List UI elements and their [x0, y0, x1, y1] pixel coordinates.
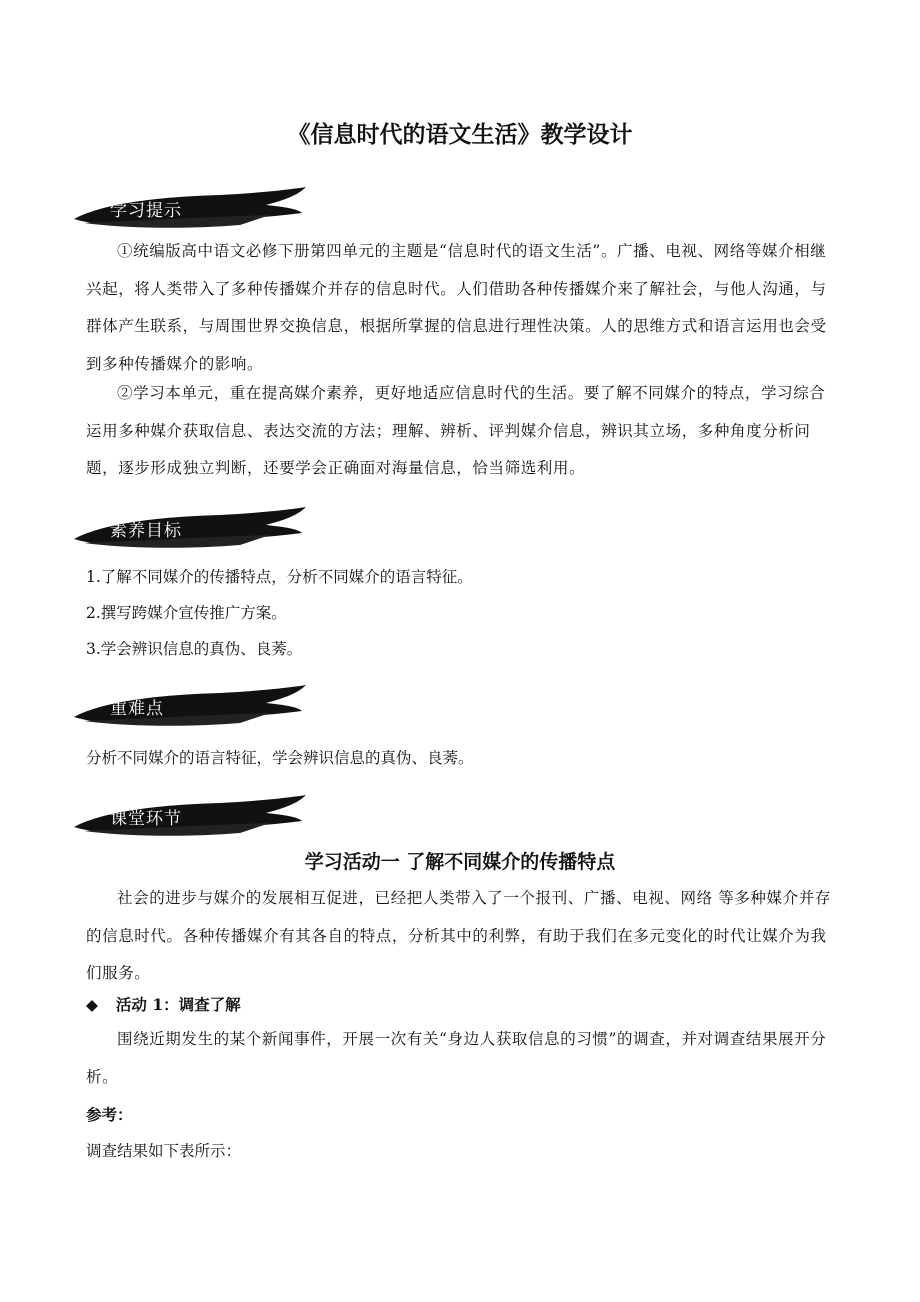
diamond-bullet-icon: ◆	[86, 995, 98, 1014]
section-header-tips	[70, 185, 310, 231]
goal-item-2: 2.撰写跨媒介宣传推广方案。	[86, 604, 287, 622]
brush-stroke-icon	[70, 185, 310, 231]
section-header-key-points	[70, 683, 310, 729]
brush-stroke-icon	[70, 793, 310, 839]
section-label: 学习提示	[110, 201, 182, 221]
section-header-goals	[70, 505, 310, 551]
activity-1-text: 围绕近期发生的某个新闻事件，开展一次有关“身边人获取信息的习惯”的调查，并对调查结果展开分析。	[86, 1030, 827, 1086]
section-label: 课堂环节	[110, 809, 182, 829]
section-header-class-steps	[70, 793, 310, 839]
goal-item-1: 1.了解不同媒介的传播特点，分析不同媒介的语言特征。	[86, 568, 473, 586]
activity-heading: 学习活动一 了解不同媒介的传播特点	[304, 851, 616, 873]
section-label: 重难点	[110, 699, 164, 719]
brush-stroke-icon	[70, 683, 310, 729]
activity-1-label: 活动 1：调查了解	[115, 995, 241, 1014]
document-title: 《信息时代的语文生活》教学设计	[287, 122, 633, 148]
activity-intro-paragraph: 社会的进步与媒介的发展相互促进，已经把人类带入了一个报刊、广播、电视、网络 等多种媒介并存的信息时代。各种传播媒介有其各自的特点，分析其中的利弊，有助于我们在多元变化的时代让媒介为我们服务。	[86, 889, 831, 982]
section-label: 素养目标	[110, 521, 182, 541]
brush-stroke-icon	[70, 505, 310, 551]
tips-paragraph-2: ②学习本单元，重在提高媒介素养，更好地适应信息时代的生活。要了解不同媒介的特点，学习综合运用多种媒介获取信息、表达交流的方法；理解、辨析、评判媒介信息，辨识其立场，多种角度分析问题，逐步形成独立判断，还要学会正确面对海量信息，恰当筛选利用。	[86, 384, 826, 477]
reference-text: 调查结果如下表所示：	[86, 1142, 242, 1160]
tips-paragraph-1: ①统编版高中语文必修下册第四单元的主题是“信息时代的语文生活”。广播、电视、网络等媒介相继兴起，将人类带入了多种传播媒介并存的信息时代。人们借助各种传播媒介来了解社会，与他人沟通，与群体产生联系，与周围世界交换信息，根据所掌握的信息进行理性决策。人的思维方式和语言运用也会受到多种传播媒介的影响。	[86, 242, 827, 373]
activity-1-heading	[86, 993, 241, 1015]
key-points-text: 分析不同媒介的语言特征，学会辨识信息的真伪、良莠。	[86, 749, 474, 767]
goal-item-3: 3.学会辨识信息的真伪、良莠。	[86, 640, 303, 658]
reference-label: 参考：	[86, 1105, 133, 1124]
